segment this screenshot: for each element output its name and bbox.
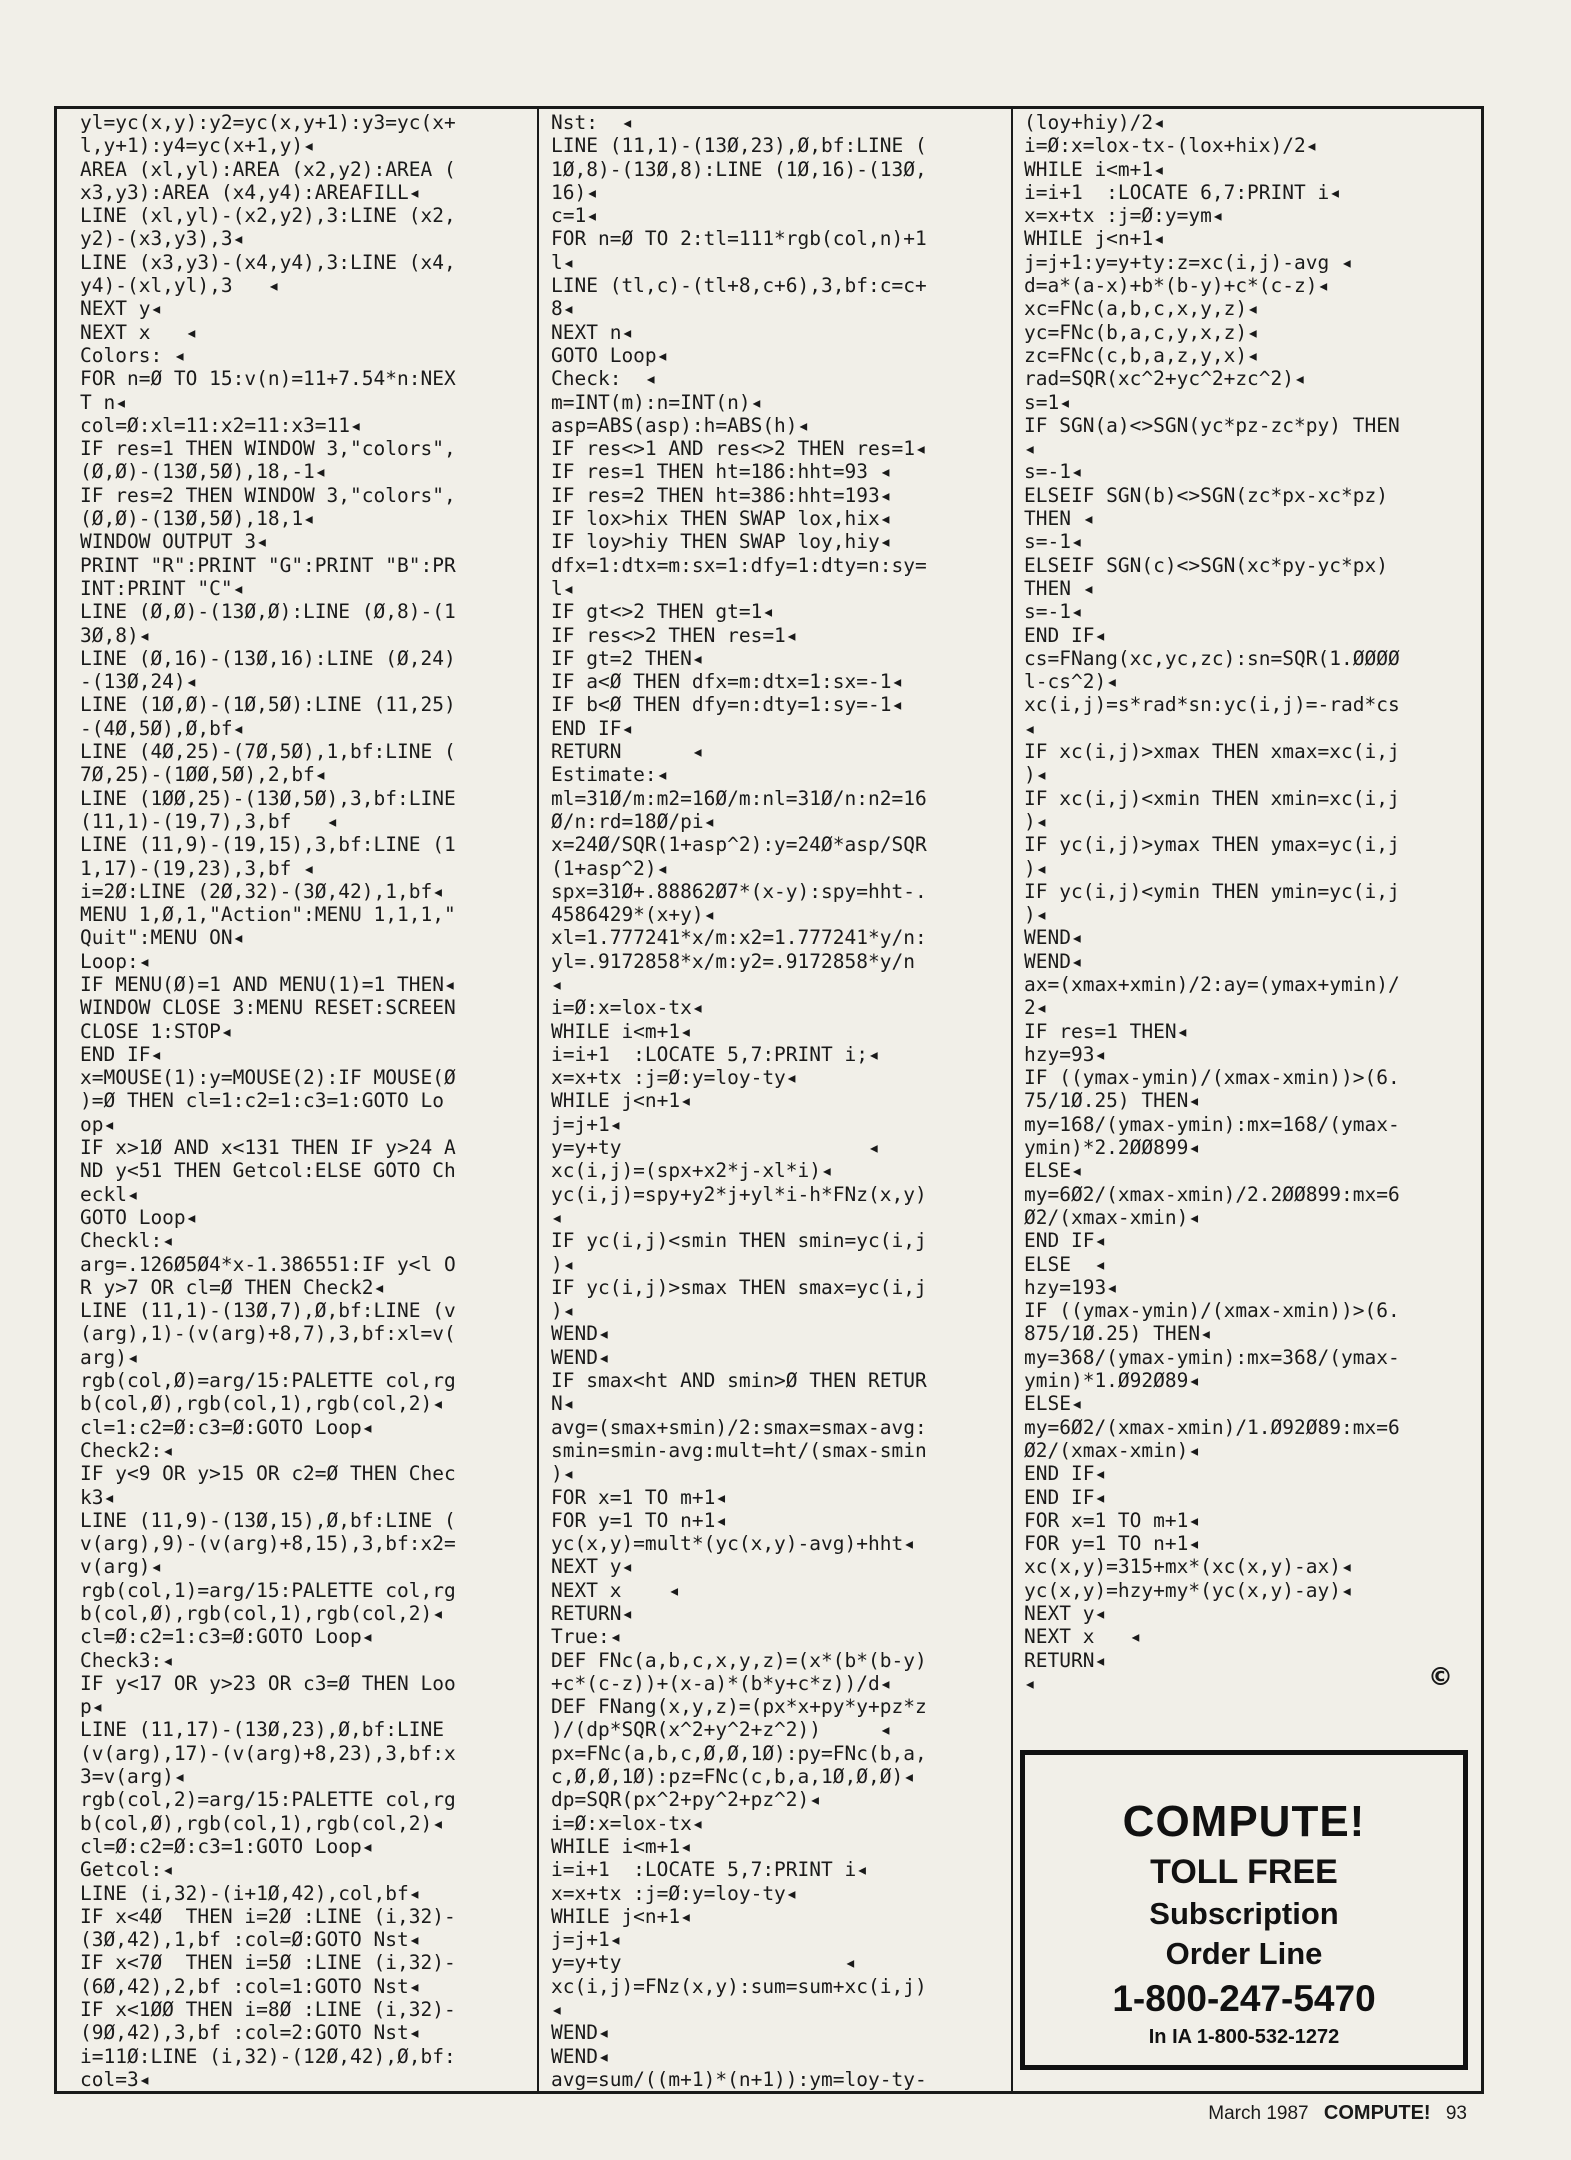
code-line: IF res=1 THEN WINDOW 3,"colors", (80, 437, 456, 461)
code-line: rgb(col,1)=arg/15:PALETTE col,rg (80, 1578, 456, 1602)
code-line: Colors: ◂ (80, 343, 186, 367)
code-line: IF ((ymax-ymin)/(xmax-xmin))>(6. (1024, 1299, 1400, 1323)
page-number: 93 (1445, 2103, 1467, 2124)
ad-toll-free: TOLL FREE (1150, 1853, 1338, 1891)
code-line: c=1◂ (551, 204, 598, 228)
code-line: ax=(xmax+xmin)/2:ay=(ymax+ymin)/ (1024, 972, 1400, 996)
code-line: GOTO Loop◂ (551, 343, 669, 367)
code-line: 875/1Ø.25) THEN◂ (1024, 1322, 1212, 1346)
code-line: NEXT y◂ (551, 1555, 634, 1579)
code-line: my=6Ø2/(xmax-xmin)/1.Ø92Ø89:mx=6 (1024, 1415, 1400, 1439)
code-line: dfx=1:dtx=m:sx=1:dfy=1:dty=n:sy= (551, 553, 927, 577)
code-line: eckl◂ (80, 1182, 139, 1206)
code-line: m=INT(m):n=INT(n)◂ (551, 390, 763, 414)
code-line: 2◂ (1024, 996, 1048, 1020)
code-line: LINE (1ØØ,25)-(13Ø,5Ø),3,bf:LINE (80, 786, 456, 810)
code-line: i=Ø:x=lox-tx◂ (551, 996, 704, 1020)
code-line: b(col,Ø),rgb(col,1),rgb(col,2)◂ (80, 1392, 444, 1416)
code-line: 3=v(arg)◂ (80, 1765, 186, 1789)
code-line: (9Ø,42),3,bf :col=2:GOTO Nst◂ (80, 2021, 421, 2045)
code-line: IF yc(i,j)>smax THEN smax=yc(i,j (551, 1275, 927, 1299)
listing-column-2 (551, 111, 997, 2091)
listing-column-1 (80, 111, 523, 2091)
code-line: True:◂ (551, 1625, 622, 1649)
code-line: s=-1◂ (1024, 530, 1083, 554)
code-line: ELSEIF SGN(b)<>SGN(zc*px-xc*pz) (1024, 483, 1388, 507)
code-line: WHILE i<m+1◂ (551, 1834, 692, 1858)
code-line: )◂ (1024, 903, 1048, 927)
code-line: s=-1◂ (1024, 600, 1083, 624)
code-line: END IF◂ (1024, 623, 1107, 647)
code-line: j=j+1:y=y+ty:z=xc(i,j)-avg ◂ (1024, 250, 1353, 274)
footer-publication: COMPUTE! (1323, 2102, 1431, 2124)
code-line: IF res<>2 THEN res=1◂ (551, 623, 798, 647)
code-line: LINE (xl,yl)-(x2,y2),3:LINE (x2, (80, 204, 456, 228)
code-line: Quit":MENU ON◂ (80, 926, 245, 950)
code-line: y=y+ty ◂ (551, 1951, 857, 1975)
code-line: IF res=1 THEN◂ (1024, 1019, 1189, 1043)
code-line: xc(i,j)=(spx+x2*j-xl*i)◂ (551, 1159, 833, 1183)
code-line: rad=SQR(xc^2+yc^2+zc^2)◂ (1024, 367, 1306, 391)
code-line: l-cs^2)◂ (1024, 670, 1118, 694)
code-line: Loop:◂ (80, 949, 151, 973)
code-line: +c*(c-z))+(x-a)*(b*y+c*z))/d◂ (551, 1671, 892, 1695)
code-line: b(col,Ø),rgb(col,1),rgb(col,2)◂ (80, 1602, 444, 1625)
code-line: (Ø,Ø)-(13Ø,5Ø),18,-1◂ (80, 460, 327, 484)
subscription-ad-box (1020, 1750, 1468, 2070)
code-line: yc=FNc(b,a,c,y,x,z)◂ (1024, 320, 1259, 344)
code-line: LINE (i,32)-(i+1Ø,42),col,bf◂ (80, 1881, 421, 1905)
code-line: (v(arg),17)-(v(arg)+8,23),3,bf:x (80, 1741, 456, 1765)
code-line: ◂ (551, 972, 563, 996)
code-line: IF loy>hiy THEN SWAP loy,hiy◂ (551, 530, 892, 554)
ad-iowa-number: In IA 1-800-532-1272 (1148, 2026, 1340, 2048)
code-line: Ø2/(xmax-xmin)◂ (1024, 1205, 1201, 1229)
code-line: INT:PRINT "C"◂ (80, 576, 245, 600)
code-line: (Ø,Ø)-(13Ø,5Ø),18,1◂ (80, 507, 315, 531)
code-line: Ø2/(xmax-xmin)◂ (1024, 1438, 1201, 1462)
ad-subscription: Subscription (1149, 1896, 1339, 1931)
code-line: LINE (11,9)-(13Ø,15),Ø,bf:LINE ( (80, 1508, 456, 1532)
code-line: op◂ (80, 1112, 116, 1136)
code-line: IF x>1Ø AND x<131 THEN IF y>24 A (80, 1136, 456, 1160)
code-line: my=6Ø2/(xmax-xmin)/2.2ØØ899:mx=6 (1024, 1182, 1400, 1206)
code-line: IF lox>hix THEN SWAP lox,hix◂ (551, 507, 892, 531)
code-line: LINE (x3,y3)-(x4,y4),3:LINE (x4, (80, 250, 456, 274)
code-line: )/(dp*SQR(x^2+y^2+z^2)) ◂ (551, 1718, 892, 1742)
code-line: )◂ (551, 1462, 575, 1486)
code-line: rgb(col,Ø)=arg/15:PALETTE col,rg (80, 1369, 456, 1393)
code-line: cl=Ø:c2=1:c3=Ø:GOTO Loop◂ (80, 1625, 374, 1649)
code-line: IF xc(i,j)>xmax THEN xmax=xc(i,j (1024, 740, 1400, 764)
code-line: FOR y=1 TO n+1◂ (551, 1508, 728, 1532)
code-line: IF res=2 THEN ht=386:hht=193◂ (551, 483, 892, 507)
code-line: arg=.126Ø5Ø4*x-1.386551:IF y<l O (80, 1252, 456, 1276)
code-line: IF yc(i,j)<smin THEN smin=yc(i,j (551, 1229, 927, 1253)
code-line: IF yc(i,j)<ymin THEN ymin=yc(i,j (1024, 879, 1400, 903)
code-line: -(13Ø,24)◂ (80, 670, 198, 694)
code-line: WHILE i<m+1◂ (551, 1019, 692, 1043)
code-line: i=i+1 :LOCATE 5,7:PRINT i;◂ (551, 1042, 880, 1066)
code-line: ymin)*1.Ø92Ø89◂ (1024, 1369, 1201, 1393)
code-line: WHILE i<m+1◂ (1024, 157, 1165, 181)
code-line: (11,1)-(19,7),3,bf ◂ (80, 809, 339, 833)
code-line: 8◂ (551, 297, 575, 321)
code-line: NEXT y◂ (80, 297, 163, 321)
code-line: l◂ (551, 250, 575, 274)
code-line: rgb(col,2)=arg/15:PALETTE col,rg (80, 1788, 456, 1812)
code-line: p◂ (80, 1695, 104, 1719)
code-line: b(col,Ø),rgb(col,1),rgb(col,2)◂ (80, 1811, 444, 1835)
code-line: IF b<Ø THEN dfy=n:dty=1:sy=-1◂ (551, 693, 904, 717)
code-line: v(arg)◂ (80, 1555, 163, 1579)
code-line: FOR x=1 TO m+1◂ (1024, 1508, 1201, 1532)
code-line: my=368/(ymax-ymin):mx=368/(ymax- (1024, 1345, 1400, 1369)
code-line: THEN ◂ (1024, 507, 1095, 531)
code-line: IF res=1 THEN ht=186:hht=93 ◂ (551, 460, 892, 484)
code-line: px=FNc(a,b,c,Ø,Ø,1Ø):py=FNc(b,a, (551, 1741, 927, 1765)
code-line: LINE (Ø,16)-(13Ø,16):LINE (Ø,24) (80, 646, 456, 670)
code-line: LINE (4Ø,25)-(7Ø,5Ø),1,bf:LINE ( (80, 740, 456, 764)
code-line: 1,17)-(19,23),3,bf ◂ (80, 856, 315, 880)
code-line: hzy=193◂ (1024, 1275, 1118, 1299)
code-line: FOR y=1 TO n+1◂ (1024, 1532, 1201, 1556)
code-line: Getcol:◂ (80, 1858, 174, 1882)
code-line: END IF◂ (80, 1042, 163, 1066)
code-line: xc(x,y)=315+mx*(xc(x,y)-ax)◂ (1024, 1555, 1353, 1579)
code-line: IF x<1ØØ THEN i=8Ø :LINE (i,32)- (80, 1998, 456, 2022)
code-line: cs=FNang(xc,yc,zc):sn=SQR(1.ØØØØ (1024, 646, 1400, 670)
code-line: (loy+hiy)/2◂ (1024, 111, 1165, 134)
code-line: arg)◂ (80, 1345, 139, 1369)
code-line: ELSE ◂ (1024, 1252, 1107, 1276)
code-line: 1Ø,8)-(13Ø,8):LINE (1Ø,16)-(13Ø, (551, 157, 927, 181)
code-line: LINE (11,9)-(19,15),3,bf:LINE (1 (80, 833, 456, 857)
code-line: THEN ◂ (1024, 576, 1095, 600)
code-line: )◂ (551, 1252, 575, 1276)
code-line: avg=sum/((m+1)*(n+1)):ym=loy-ty- (551, 2067, 927, 2091)
code-line: Checkl:◂ (80, 1229, 174, 1253)
code-line: WEND◂ (551, 1322, 610, 1346)
code-line: IF res=2 THEN WINDOW 3,"colors", (80, 483, 456, 507)
listing-column-3 (1024, 111, 1470, 1695)
code-line: NEXT n◂ (551, 320, 634, 344)
code-line: LINE (Ø,Ø)-(13Ø,Ø):LINE (Ø,8)-(1 (80, 600, 456, 624)
code-line: spx=31Ø+.88862Ø7*(x-y):spy=hht-. (551, 879, 927, 903)
code-line: ◂ (1024, 1671, 1036, 1695)
code-line: T n◂ (80, 390, 127, 414)
code-line: WHILE j<n+1◂ (551, 1904, 692, 1928)
code-line: x=24Ø/SQR(1+asp^2):y=24Ø*asp/SQR (551, 833, 927, 857)
code-line: xc(i,j)=FNz(x,y):sum=sum+xc(i,j) (551, 1974, 927, 1998)
code-line: IF y<17 OR y>23 OR c3=Ø THEN Loo (80, 1671, 456, 1695)
code-line: LINE (1Ø,Ø)-(1Ø,5Ø):LINE (11,25) (80, 693, 456, 717)
code-line: LINE (11,1)-(13Ø,7),Ø,bf:LINE (v (80, 1299, 456, 1323)
code-line: x=x+tx :j=Ø:y=loy-ty◂ (551, 1881, 798, 1905)
code-line: 4586429*(x+y)◂ (551, 903, 716, 927)
code-line: DEF FNc(a,b,c,x,y,z)=(x*(b*(b-y) (551, 1648, 927, 1672)
code-line: NEXT y◂ (1024, 1602, 1107, 1625)
code-line: IF xc(i,j)<xmin THEN xmin=xc(i,j (1024, 786, 1400, 810)
code-line: IF x<7Ø THEN i=5Ø :LINE (i,32)- (80, 1951, 456, 1975)
code-line: ymin)*2.2ØØ899◂ (1024, 1136, 1201, 1160)
code-line: l◂ (551, 576, 575, 600)
code-line: R y>7 OR cl=Ø THEN Check2◂ (80, 1275, 386, 1299)
code-line: i=11Ø:LINE (i,32)-(12Ø,42),Ø,bf: (80, 2044, 456, 2068)
code-line: (6Ø,42),2,bf :col=1:GOTO Nst◂ (80, 1974, 421, 1998)
code-line: avg=(smax+smin)/2:smax=smax-avg: (551, 1415, 927, 1439)
code-line: c,Ø,Ø,1Ø):pz=FNc(c,b,a,1Ø,Ø,Ø)◂ (551, 1765, 915, 1789)
column-divider (1011, 109, 1013, 2094)
code-line: xl=1.777241*x/m:x2=1.777241*y/n: (551, 926, 927, 950)
code-line: IF smax<ht AND smin>Ø THEN RETUR (551, 1369, 927, 1393)
ad-order-line: Order Line (1165, 1936, 1323, 1971)
code-line: FOR n=Ø TO 2:tl=111*rgb(col,n)+1 (551, 227, 927, 251)
code-line: smin=smin-avg:mult=ht/(smax-smin (551, 1438, 927, 1462)
code-line: PRINT "R":PRINT "G":PRINT "B":PR (80, 553, 456, 577)
code-line: IF SGN(a)<>SGN(yc*pz-zc*py) THEN (1024, 413, 1400, 437)
code-line: LINE (11,17)-(13Ø,23),Ø,bf:LINE (80, 1718, 444, 1742)
code-line: ◂ (1024, 716, 1036, 740)
code-line: LINE (tl,c)-(tl+8,c+6),3,bf:c=c+ (551, 274, 927, 298)
code-line: x=MOUSE(1):y=MOUSE(2):IF MOUSE(Ø (80, 1066, 456, 1090)
code-line: N◂ (551, 1392, 575, 1416)
code-line: i=2Ø:LINE (2Ø,32)-(3Ø,42),1,bf◂ (80, 879, 444, 903)
code-line: (arg),1)-(v(arg)+8,7),3,bf:xl=v( (80, 1322, 456, 1346)
code-line: yc(i,j)=spy+y2*j+yl*i-h*FNz(x,y) (551, 1182, 927, 1206)
ad-brand: COMPUTE! (1122, 1797, 1366, 1846)
code-line: i=Ø:x=lox-tx-(lox+hix)/2◂ (1024, 134, 1318, 158)
code-line: v(arg),9)-(v(arg)+8,15),3,bf:x2= (80, 1532, 456, 1556)
code-line: END IF◂ (1024, 1485, 1107, 1509)
code-line: d=a*(a-x)+b*(b-y)+c*(c-z)◂ (1024, 274, 1330, 298)
code-line: -(4Ø,5Ø),Ø,bf◂ (80, 716, 245, 740)
code-line: )◂ (1024, 763, 1048, 787)
code-line: k3◂ (80, 1485, 116, 1509)
code-line: END IF◂ (1024, 1229, 1107, 1253)
code-line: ◂ (1024, 437, 1036, 461)
code-line: j=j+1◂ (551, 1112, 622, 1136)
code-line: Estimate:◂ (551, 763, 669, 787)
code-line: y=y+ty ◂ (551, 1136, 880, 1160)
code-line: WINDOW OUTPUT 3◂ (80, 530, 268, 554)
code-line: MENU 1,Ø,1,"Action":MENU 1,1,1," (80, 903, 456, 927)
code-line: asp=ABS(asp):h=ABS(h)◂ (551, 413, 810, 437)
code-line: IF y<9 OR y>15 OR c2=Ø THEN Chec (80, 1462, 456, 1486)
code-line: ELSE◂ (1024, 1392, 1083, 1416)
code-line: WINDOW CLOSE 3:MENU RESET:SCREEN (80, 996, 456, 1020)
code-line: ELSE◂ (1024, 1159, 1083, 1183)
page-footer (1198, 2102, 1467, 2125)
code-line: 75/1Ø.25) THEN◂ (1024, 1089, 1201, 1113)
code-line: IF MENU(Ø)=1 AND MENU(1)=1 THEN◂ (80, 972, 456, 996)
code-line: ml=31Ø/m:m2=16Ø/m:nl=31Ø/n:n2=16 (551, 786, 927, 810)
code-line: END IF◂ (1024, 1462, 1107, 1486)
code-line: 16)◂ (551, 180, 598, 204)
code-line: FOR n=Ø TO 15:v(n)=11+7.54*n:NEX (80, 367, 456, 391)
code-line: IF yc(i,j)>ymax THEN ymax=yc(i,j (1024, 833, 1400, 857)
code-line: )=Ø THEN cl=1:c2=1:c3=1:GOTO Lo (80, 1089, 444, 1113)
code-line: WHILE j<n+1◂ (551, 1089, 692, 1113)
code-line: )◂ (1024, 856, 1048, 880)
code-line: NEXT x ◂ (551, 1578, 681, 1602)
code-line: y2)-(x3,y3),3◂ (80, 227, 245, 251)
code-line: x=x+tx :j=Ø:y=ym◂ (1024, 204, 1224, 228)
code-line: WEND◂ (551, 2044, 610, 2068)
code-line: s=1◂ (1024, 390, 1071, 414)
code-line: RETURN◂ (1024, 1648, 1107, 1672)
code-line: s=-1◂ (1024, 460, 1083, 484)
code-line: LINE (11,1)-(13Ø,23),Ø,bf:LINE ( (551, 134, 927, 158)
code-line: IF gt=2 THEN◂ (551, 646, 704, 670)
code-line: i=i+1 :LOCATE 5,7:PRINT i◂ (551, 1858, 868, 1882)
code-line: AREA (xl,yl):AREA (x2,y2):AREA ( (80, 157, 456, 181)
code-line: NEXT x ◂ (80, 320, 198, 344)
code-line: x3,y3):AREA (x4,y4):AREAFILL◂ (80, 180, 421, 204)
code-line: IF x<4Ø THEN i=2Ø :LINE (i,32)- (80, 1904, 456, 1928)
code-line: yc(x,y)=hzy+my*(yc(x,y)-ay)◂ (1024, 1578, 1353, 1602)
code-line: xc=FNc(a,b,c,x,y,z)◂ (1024, 297, 1259, 321)
code-line: END IF◂ (551, 716, 634, 740)
code-line: ◂ (551, 1205, 563, 1229)
code-line: WEND◂ (1024, 926, 1083, 950)
code-line: GOTO Loop◂ (80, 1205, 198, 1229)
code-line: i=i+1 :LOCATE 6,7:PRINT i◂ (1024, 180, 1341, 204)
code-line: l,y+1):y4=yc(x+1,y)◂ (80, 134, 315, 158)
code-line: Check2:◂ (80, 1438, 174, 1462)
code-line: WEND◂ (551, 1345, 610, 1369)
code-line: yl=yc(x,y):y2=yc(x,y+1):y3=yc(x+ (80, 111, 456, 134)
copyright-mark: © (1428, 1662, 1453, 1691)
code-line: col=Ø:xl=11:x2=11:x3=11◂ (80, 413, 362, 437)
code-line: DEF FNang(x,y,z)=(px*x+py*y+pz*z (551, 1695, 927, 1719)
code-line: IF a<Ø THEN dfx=m:dtx=1:sx=-1◂ (551, 670, 904, 694)
code-line: (3Ø,42),1,bf :col=Ø:GOTO Nst◂ (80, 1928, 421, 1952)
code-line: j=j+1◂ (551, 1928, 622, 1952)
code-line: x=x+tx :j=Ø:y=loy-ty◂ (551, 1066, 798, 1090)
code-line: y4)-(xl,yl),3 ◂ (80, 274, 280, 298)
code-line: hzy=93◂ (1024, 1042, 1107, 1066)
code-line: Ø/n:rd=18Ø/pi◂ (551, 809, 716, 833)
code-line: col=3◂ (80, 2067, 151, 2091)
code-line: WEND◂ (551, 2021, 610, 2045)
code-line: WHILE j<n+1◂ (1024, 227, 1165, 251)
code-line: 3Ø,8)◂ (80, 623, 151, 647)
code-line: yl=.9172858*x/m:y2=.9172858*y/n (551, 949, 915, 973)
code-line: CLOSE 1:STOP◂ (80, 1019, 233, 1043)
code-line: IF res<>1 AND res<>2 THEN res=1◂ (551, 437, 927, 461)
code-line: (1+asp^2)◂ (551, 856, 669, 880)
code-line: yc(x,y)=mult*(yc(x,y)-avg)+hht◂ (551, 1532, 915, 1556)
code-line: FOR x=1 TO m+1◂ (551, 1485, 728, 1509)
code-line: Nst: ◂ (551, 111, 634, 134)
code-line: Check: ◂ (551, 367, 657, 391)
code-line: xc(i,j)=s*rad*sn:yc(i,j)=-rad*cs (1024, 693, 1400, 717)
code-line: RETURN ◂ (551, 740, 704, 764)
code-line: cl=1:c2=Ø:c3=Ø:GOTO Loop◂ (80, 1415, 374, 1439)
code-line: dp=SQR(px^2+py^2+pz^2)◂ (551, 1788, 822, 1812)
code-line: ND y<51 THEN Getcol:ELSE GOTO Ch (80, 1159, 456, 1183)
code-line: IF gt<>2 THEN gt=1◂ (551, 600, 775, 624)
code-line: i=Ø:x=lox-tx◂ (551, 1811, 704, 1835)
code-line: cl=Ø:c2=Ø:c3=1:GOTO Loop◂ (80, 1834, 374, 1858)
ad-phone-number: 1-800-247-5470 (1112, 1978, 1376, 2019)
code-line: )◂ (1024, 809, 1048, 833)
code-line: Check3:◂ (80, 1648, 174, 1672)
column-divider (537, 109, 539, 2094)
code-line: )◂ (551, 1299, 575, 1323)
code-line: WEND◂ (1024, 949, 1083, 973)
code-line: zc=FNc(c,b,a,z,y,x)◂ (1024, 343, 1259, 367)
code-line: 7Ø,25)-(1ØØ,5Ø),2,bf◂ (80, 763, 327, 787)
code-line: RETURN◂ (551, 1602, 634, 1625)
footer-date: March 1987 (1208, 2103, 1309, 2124)
code-line: IF ((ymax-ymin)/(xmax-xmin))>(6. (1024, 1066, 1400, 1090)
code-line: NEXT x ◂ (1024, 1625, 1142, 1649)
code-line: ◂ (551, 1998, 563, 2022)
code-line: ELSEIF SGN(c)<>SGN(xc*py-yc*px) (1024, 553, 1388, 577)
code-line: my=168/(ymax-ymin):mx=168/(ymax- (1024, 1112, 1400, 1136)
